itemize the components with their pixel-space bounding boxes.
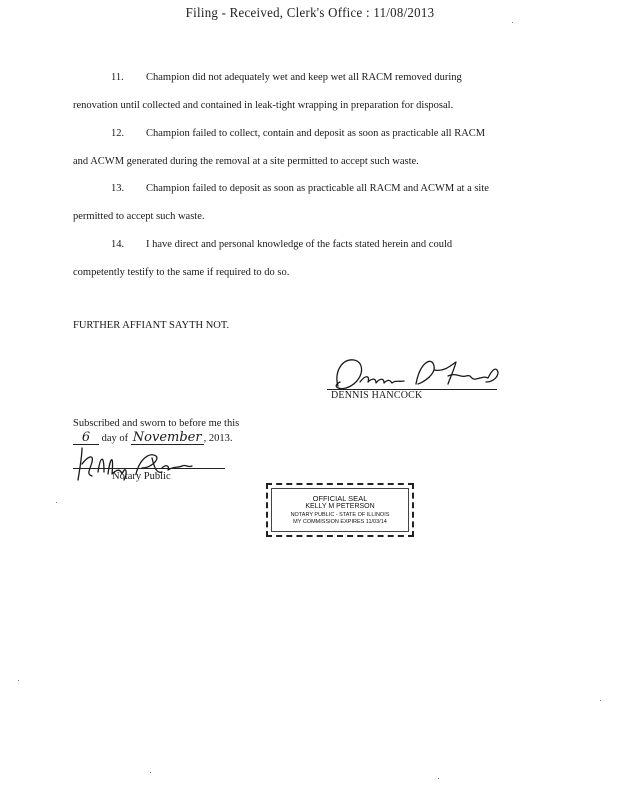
notary-public-label: Notary Public — [112, 471, 171, 482]
scan-speck — [438, 778, 439, 779]
paragraph-text: Champion failed to deposit as soon as practicable all RACM and ACWM at a site — [146, 183, 489, 194]
scan-speck — [600, 700, 601, 701]
notary-signature-line — [73, 468, 225, 469]
paragraph-14-line2: competently testify to the same if required to do so. — [73, 267, 290, 278]
seal-state-line: NOTARY PUBLIC - STATE OF ILLINOIS — [290, 511, 390, 518]
scan-speck — [56, 502, 57, 503]
jurat-statement: Subscribed and sworn to before me this — [73, 418, 240, 429]
seal-title: OFFICIAL SEAL — [312, 494, 368, 504]
seal-commission-expiry: MY COMMISSION EXPIRES 11/03/14 — [293, 518, 387, 525]
paragraph-number: 11. — [111, 72, 124, 83]
jurat-year: , 2013. — [203, 433, 233, 444]
scan-speck — [18, 680, 19, 681]
paragraph-text: Champion did not adequately wet and keep wet all RACM removed during — [146, 72, 462, 83]
paragraph-13-line1 — [111, 182, 489, 196]
paragraph-14-line1 — [111, 238, 452, 252]
paragraph-number: 12. — [111, 128, 125, 139]
filing-header: Filing - Received, Clerk's Office : 11/08/2013 — [185, 6, 435, 21]
paragraph-text: Champion failed to collect, contain and deposit as soon as practicable all RACM — [146, 128, 486, 139]
scan-speck — [512, 22, 513, 23]
paragraph-11-line1 — [111, 71, 462, 85]
paragraph-12-line1 — [111, 127, 485, 141]
paragraph-number: 14. — [111, 239, 125, 250]
notary-seal-inner-border — [271, 488, 409, 532]
scan-speck — [150, 772, 151, 773]
paragraph-number: 13. — [111, 183, 125, 194]
paragraph-12-line2: and ACWM generated during the removal at a site permitted to accept such waste. — [73, 156, 419, 167]
further-affiant-statement: FURTHER AFFIANT SAYTH NOT. — [73, 320, 230, 331]
affiant-name: DENNIS HANCOCK — [331, 390, 423, 401]
jurat-month-handwritten: November — [132, 430, 202, 445]
notary-seal-stamp — [266, 483, 414, 537]
seal-notary-name: KELLY M PETERSON — [305, 503, 375, 511]
paragraph-13-line2: permitted to accept such waste. — [73, 211, 205, 222]
paragraph-11-line2: renovation until collected and contained in leak-tight wrapping in preparation for disposal. — [73, 100, 454, 111]
paragraph-text: I have direct and personal knowledge of the facts stated herein and could — [146, 239, 453, 250]
jurat-day-handwritten: 6 — [73, 432, 99, 445]
jurat-day-suffix: day of — [101, 433, 129, 444]
